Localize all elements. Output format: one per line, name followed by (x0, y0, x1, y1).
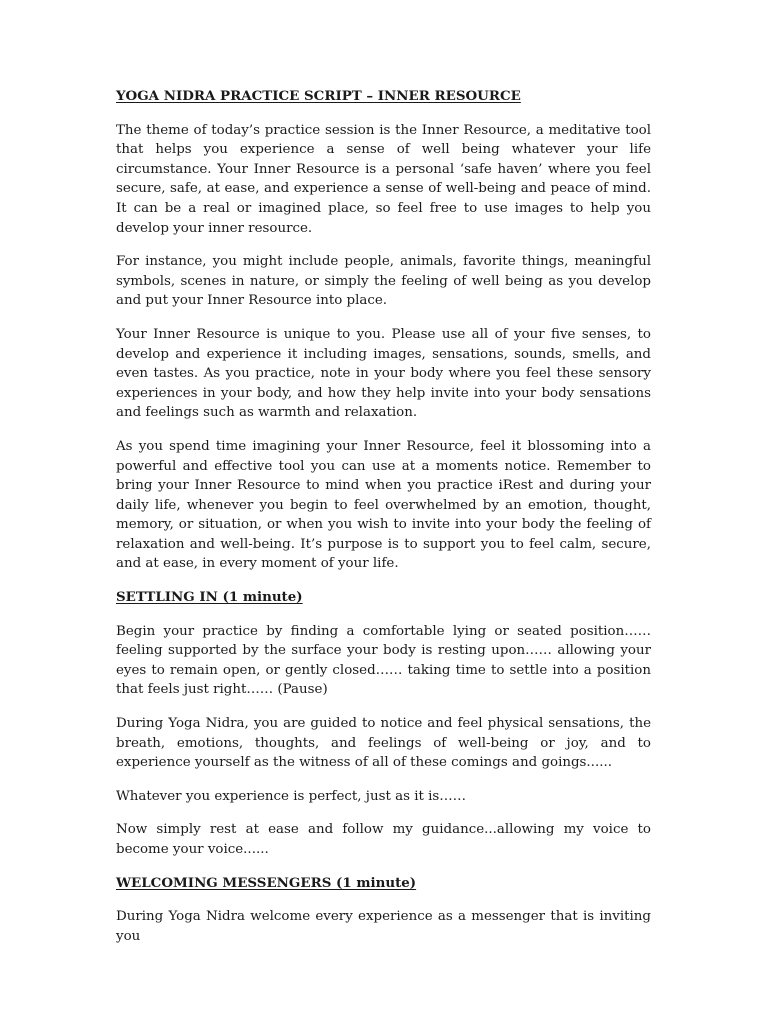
settling-paragraph: Begin your practice by finding a comfortable lying or seated position…… feeling supported by the surface your body is resting upon…… allowing your eyes to remain open, or gently closed…… taking time to settle into a position that feels just right…… (Pause) (116, 623, 651, 698)
intro-paragraph: The theme of today’s practice session is the Inner Resource, a meditative tool that helps you experience a sense of well being whatever your life circumstance. Your Inner Resource is a personal ‘safe haven’ where you feel secure, safe, at ease, and experience a sense of well-being and peace of mind. It can be a real or imagined place, so feel free to use images to help you develop your inner resource. (116, 122, 651, 236)
section-heading-welcoming-messengers: WELCOMING MESSENGERS (1 minute) (116, 874, 417, 891)
document-title: YOGA NIDRA PRACTICE SCRIPT – INNER RESOURCE (116, 88, 521, 104)
intro-paragraph: As you spend time imagining your Inner Resource, feel it blossoming into a powerful and effective tool you can use at a moments notice. Remember to bring your Inner Resource to mind when you practice iRest and during your daily life, whenever you begin to feel overwhelmed by an emotion, thought, memory, or situation, or when you wish to invite into your body the feeling of relaxation and well-being. It’s purpose is to support you to feel calm, secure, and at ease, in every moment of your life. (116, 438, 651, 572)
settling-paragraph: Whatever you experience is perfect, just as it is…… (116, 788, 467, 804)
document-body (116, 87, 651, 960)
intro-paragraph: For instance, you might include people, animals, favorite things, meaningful symbols, scenes in nature, or simply the feeling of well being as you develop and put your Inner Resource into place. (116, 254, 651, 309)
intro-paragraph: Your Inner Resource is unique to you. Please use all of your five senses, to develop and experience it including images, sensations, sounds, smells, and even tastes. As you practice, note in your body where you feel these sensory experiences in your body, and how they help invite into your body sensations and feelings such as warmth and relaxation. (116, 326, 651, 421)
settling-paragraph: Now simply rest at ease and follow my guidance...allowing my voice to become your voice...... (116, 822, 651, 857)
welcoming-paragraph: During Yoga Nidra welcome every experience as a messenger that is inviting you (116, 909, 651, 944)
section-heading-settling-in: SETTLING IN (1 minute) (116, 589, 303, 606)
settling-paragraph: During Yoga Nidra, you are guided to notice and feel physical sensations, the breath, emotions, thoughts, and feelings of well-being or joy, and to experience yourself as the witness of all of these comings and goings...... (116, 716, 651, 771)
